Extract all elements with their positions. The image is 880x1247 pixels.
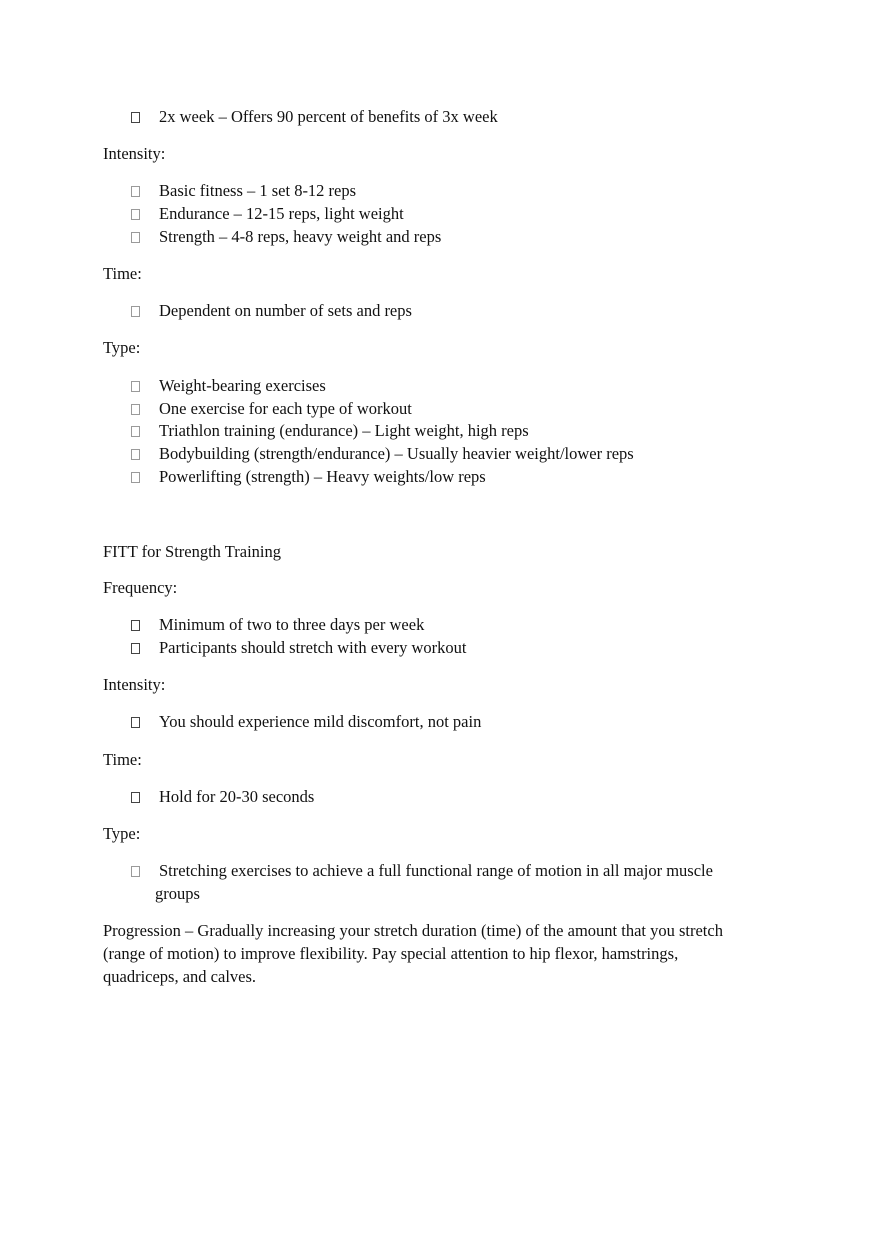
frequency-label: Frequency: [103,578,178,597]
checkbox-bullet-icon [131,381,140,392]
checkbox-bullet-icon [131,866,140,877]
list-item: Bodybuilding (strength/endurance) – Usually heavier weight/lower reps [131,442,634,465]
list-item-continuation: groups [155,884,200,903]
progression-paragraph-line: Progression – Gradually increasing your stretch duration (time) of the amount that you stretch [103,921,723,940]
checkbox-bullet-icon [131,472,140,483]
list-item: Endurance – 12-15 reps, light weight [131,202,404,225]
list-item: Hold for 20-30 seconds [131,785,314,808]
list-item: You should experience mild discomfort, not pain [131,710,481,733]
intensity-label: Intensity: [103,144,166,163]
list-item: Basic fitness – 1 set 8-12 reps [131,179,356,202]
list-item: Weight-bearing exercises [131,374,326,397]
checkbox-bullet-icon [131,404,140,415]
time-label: Time: [103,264,142,283]
list-item: Powerlifting (strength) – Heavy weights/low reps [131,465,486,488]
time-label: Time: [103,750,142,769]
checkbox-bullet-icon [131,792,140,803]
checkbox-bullet-icon [131,643,140,654]
type-label: Type: [103,338,141,357]
checkbox-bullet-icon [131,306,140,317]
progression-paragraph-line: quadriceps, and calves. [103,967,257,986]
checkbox-bullet-icon [131,186,140,197]
progression-paragraph-line: (range of motion) to improve flexibility. Pay special attention to hip flexor, hamstrings, [103,944,679,963]
list-item: Minimum of two to three days per week [131,613,424,636]
list-item: Dependent on number of sets and reps [131,299,412,322]
list-item: Participants should stretch with every workout [131,636,466,659]
list-item: Strength – 4-8 reps, heavy weight and reps [131,225,441,248]
list-item: Stretching exercises to achieve a full functional range of motion in all major muscle [131,859,713,882]
section-heading: FITT for Strength Training [103,542,281,561]
list-item: Triathlon training (endurance) – Light weight, high reps [131,419,529,442]
checkbox-bullet-icon [131,209,140,220]
checkbox-bullet-icon [131,232,140,243]
checkbox-bullet-icon [131,620,140,631]
checkbox-bullet-icon [131,717,140,728]
intensity-label: Intensity: [103,675,166,694]
checkbox-bullet-icon [131,449,140,460]
checkbox-bullet-icon [131,426,140,437]
type-label: Type: [103,824,141,843]
list-item: One exercise for each type of workout [131,397,412,420]
list-item: 2x week – Offers 90 percent of benefits of 3x week [131,105,498,128]
checkbox-bullet-icon [131,112,140,123]
